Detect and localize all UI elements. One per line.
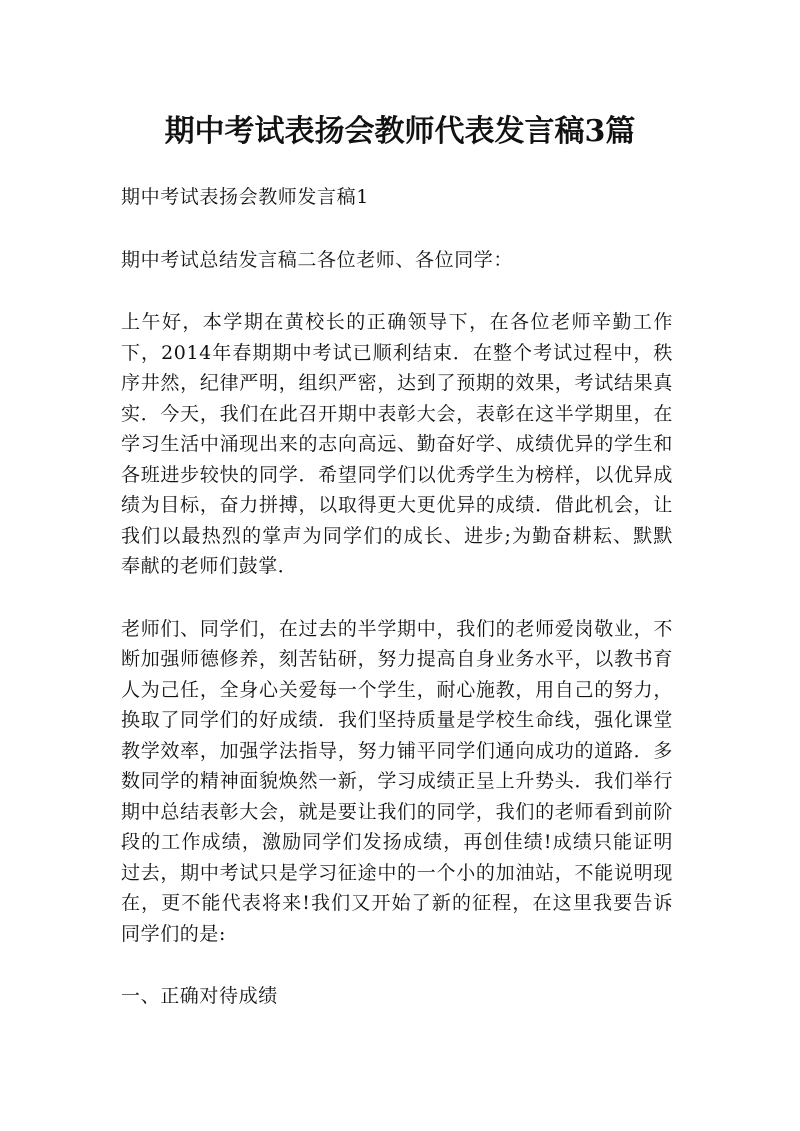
paragraph-body-2: 老师们、同学们，在过去的半学期中，我们的老师爱岗敬业，不断加强师德修养，刻苦钻研，努力提高自身业务水平，以教书育人为己任，全身心关爱每一个学生，耐心施教，用自己的努力，换取了同学们的好成绩．我们坚持质量是学校生命线，强化课堂教学效率，加强学法指导，努力铺平同学们通向成功的道路．多数同学的精神面貌焕然一新，学习成绩正呈上升势头．我们举行期中总结表彰大会，就是要让我们的同学，我们的老师看到前阶段的工作成绩，激励同学们发扬成绩，再创佳绩!成绩只能证明过去，期中考试只是学习征途中的一个小的加油站，不能说明现在，更不能代表将来!我们又开始了新的征程，在这里我要告诉同学们的是: — [121, 617, 673, 945]
paragraph-greeting: 期中考试总结发言稿二各位老师、各位同学： — [121, 248, 514, 271]
paragraph-subtitle: 期中考试表扬会教师发言稿1 — [121, 186, 369, 208]
paragraph-section-heading: 一、正确对待成绩 — [121, 985, 278, 1007]
document-title: 期中考试表扬会教师代表发言稿3篇 — [164, 114, 636, 149]
paragraph-body-1: 上午好，本学期在黄校长的正确领导下，在各位老师辛勤工作下，2014年春期期中考试已顺利结束．在整个考试过程中，秩序井然，纪律严明，组织严密，达到了预期的效果，考试结果真实．今天，我们在此召开期中表彰大会，表彰在这半学期里，在学习生活中涌现出来的志向高远、勤奋好学、成绩优异的学生和各班进步较快的同学．希望同学们以优秀学生为榜样，以优异成绩为目标，奋力拼搏，以取得更大更优异的成绩．借此机会，让我们以最热烈的掌声为同学们的成长、进步;为勤奋耕耘、默默奉献的老师们鼓掌． — [121, 311, 673, 577]
document-body — [121, 182, 673, 1044]
